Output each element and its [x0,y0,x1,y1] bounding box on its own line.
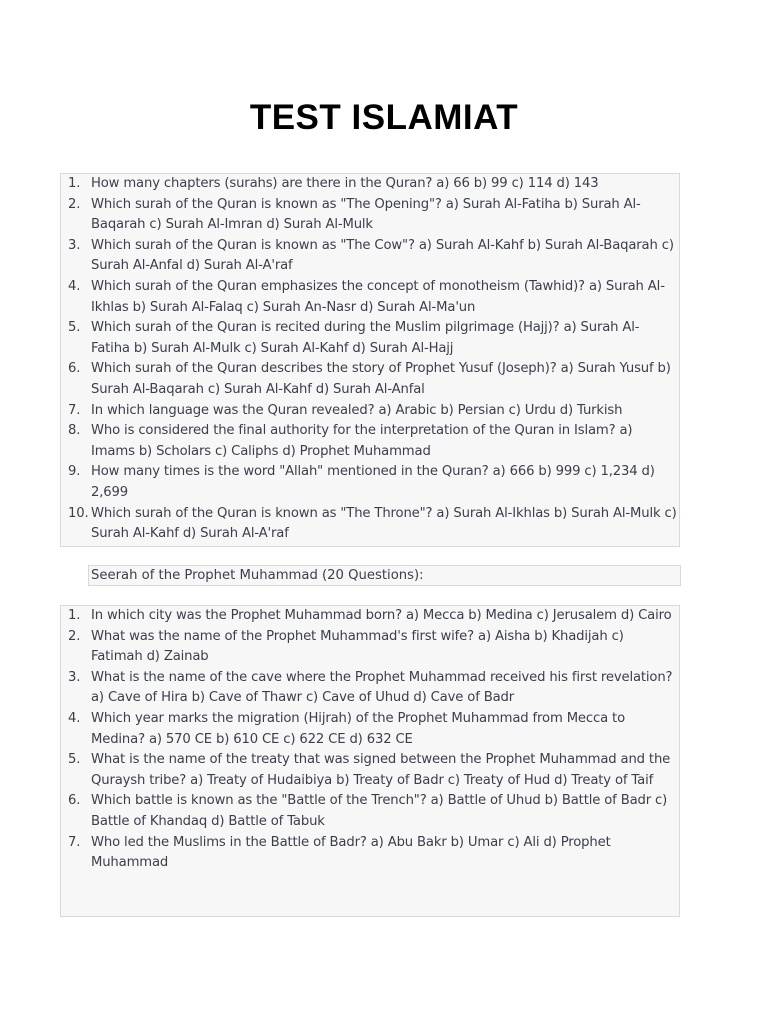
question-text: What is the name of the treaty that was signed between the Prophet Muhammad and the Quraysh tribe? a) Treaty of Hudaibiya b) Treaty of Badr c) Treaty of Hud d) Treaty of Taif [91,752,671,788]
question-item [61,833,679,874]
question-text: Which surah of the Quran emphasizes the concept of monotheism (Tawhid)? a) Surah Al-Ikhlas b) Surah Al-Falaq c) Surah An-Nasr d) Surah Al-Ma'un [91,278,665,315]
seerah-section-heading: Seerah of the Prophet Muhammad (20 Questions): [88,565,681,586]
question-item [61,627,679,668]
question-item [61,277,679,318]
question-text: How many chapters (surahs) are there in the Quran? a) 66 b) 99 c) 114 d) 143 [91,176,599,191]
question-item [61,359,679,400]
question-text: What is the name of the cave where the Prophet Muhammad received his first revelation? a) Cave of Hira b) Cave of Thawr c) Cave of Uhud d) Cave of Badr [91,669,673,706]
question-number: 6. [68,361,81,377]
question-text: Which year marks the migration (Hijrah) of the Prophet Muhammad from Mecca to Medina? a) 570 CE b) 610 CE c) 622 CE d) 632 CE [91,710,625,747]
question-item [61,709,679,750]
question-text: Which battle is known as the "Battle of the Trench"? a) Battle of Uhud b) Battle of Badr c) Battle of Khandaq d) Battle of Tabuk [91,793,668,829]
question-number: 5. [68,752,81,768]
question-text: Which surah of the Quran is known as "The Cow"? a) Surah Al-Kahf b) Surah Al-Baqarah c) Surah Al-Anfal d) Surah Al-A'raf [91,237,674,274]
quran-questions-box [60,173,680,547]
question-item [61,318,679,359]
question-text: In which city was the Prophet Muhammad born? a) Mecca b) Medina c) Jerusalem d) Cairo [91,608,672,623]
question-item [61,668,679,709]
question-number: 1. [68,176,81,191]
question-item [61,195,679,236]
question-number: 3. [68,669,81,685]
question-number: 5. [68,320,81,336]
question-number: 2. [68,196,81,212]
page-title: TEST ISLAMIAT [249,98,519,137]
seerah-question-list [61,606,679,874]
question-item [61,504,679,545]
question-number: 4. [68,278,81,294]
question-number: 7. [68,402,81,418]
question-number: 8. [68,423,81,439]
question-number: 9. [68,464,81,480]
question-number: 10. [68,505,89,521]
question-item [61,174,679,195]
question-item [61,606,679,627]
question-text: In which language was the Quran revealed? a) Arabic b) Persian c) Urdu d) Turkish [91,402,623,418]
question-text: Which surah of the Quran is known as "The Opening"? a) Surah Al-Fatiha b) Surah Al-Baqarah c) Surah Al-Imran d) Surah Al-Mulk [91,196,641,233]
question-number: 2. [68,628,81,644]
quran-question-list [61,174,679,545]
question-item [61,236,679,277]
question-text: Which surah of the Quran describes the story of Prophet Yusuf (Joseph)? a) Surah Yusuf b) Surah Al-Baqarah c) Surah Al-Kahf d) Surah Al-Anfal [91,361,671,397]
question-number: 6. [68,793,81,809]
question-item [61,750,679,791]
question-item [61,421,679,462]
question-item [61,462,679,503]
question-text: Who led the Muslims in the Battle of Badr? a) Abu Bakr b) Umar c) Ali d) Prophet Muhammad [91,834,611,871]
question-text: What was the name of the Prophet Muhammad's first wife? a) Aisha b) Khadijah c) Fatimah d) Zainab [91,628,624,665]
question-number: 3. [68,237,81,253]
question-number: 1. [68,608,81,623]
seerah-questions-box [60,605,680,917]
question-number: 7. [68,834,81,850]
question-text: Which surah of the Quran is known as "The Throne"? a) Surah Al-Ikhlas b) Surah Al-Mulk c) Surah Al-Kahf d) Surah Al-A'raf [91,505,677,542]
question-number: 4. [68,710,81,726]
question-text: Which surah of the Quran is recited during the Muslim pilgrimage (Hajj)? a) Surah Al-Fatiha b) Surah Al-Mulk c) Surah Al-Kahf d) Surah Al-Hajj [91,320,640,356]
question-text: How many times is the word "Allah" mentioned in the Quran? a) 666 b) 999 c) 1,234 d) 2,699 [91,464,655,500]
question-item [61,401,679,422]
question-item [61,791,679,832]
question-text: Who is considered the final authority for the interpretation of the Quran in Islam? a) Imams b) Scholars c) Caliphs d) Prophet Muhammad [91,423,633,459]
